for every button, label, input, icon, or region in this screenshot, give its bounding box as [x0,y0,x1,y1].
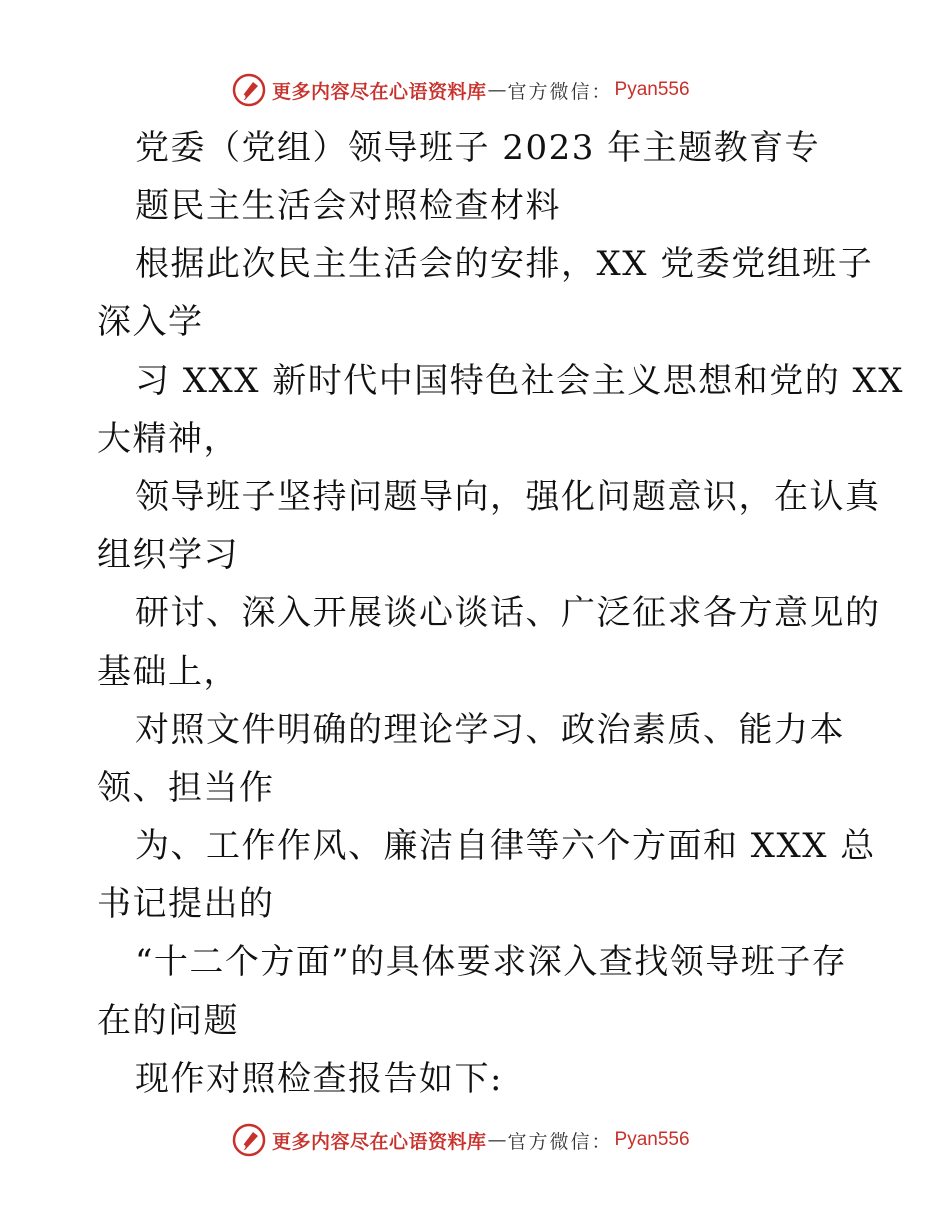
watermark-official-label: 官方微信： [507,80,613,103]
footer-watermark [232,1122,752,1158]
body-line: 组织学习 [97,535,239,575]
watermark-text: 更多内容尽在心语资料库 [272,1130,487,1153]
body-line: 领导班子坚持问题导向，强化问题意识，在认真 [135,477,881,517]
body-line: 现作对照检查报告如下: [135,1059,503,1099]
watermark-dash: — [487,1129,507,1151]
body-line: 基础上， [97,652,239,692]
body-line: 习 XXX 新时代中国特色社会主义思想和党的 XX [135,361,904,401]
doc-title-line-1: 党委（党组）领导班子 2023 年主题教育专 [135,128,821,168]
body-line: 大精神， [97,419,239,459]
pen-nib-logo-icon [232,1123,266,1157]
body-line: “十二个方面”的具体要求深入查找领导班子存 [135,942,848,982]
watermark-text: 更多内容尽在心语资料库 [272,80,487,103]
body-line: 书记提出的 [97,884,275,924]
watermark-official-label: 官方微信： [507,1130,613,1153]
watermark-wechat-id: Pyan556 [614,79,690,100]
pen-nib-logo-icon [232,73,266,107]
body-line: 在的问题 [97,1001,239,1041]
doc-title-line-2: 题民主生活会对照检查材料 [135,186,561,226]
body-line: 为、工作作风、廉洁自律等六个方面和 XXX 总 [135,826,876,866]
header-watermark [232,72,752,108]
body-line: 研讨、深入开展谈心谈话、广泛征求各方意见的 [135,593,881,633]
body-line: 对照文件明确的理论学习、政治素质、能力本 [135,710,845,750]
body-line: 领、担当作 [97,768,275,808]
watermark-wechat-id: Pyan556 [614,1129,690,1150]
body-line: 深入学 [97,302,204,342]
watermark-dash: — [487,79,507,101]
body-line: 根据此次民主生活会的安排，XX 党委党组班子 [135,244,874,284]
